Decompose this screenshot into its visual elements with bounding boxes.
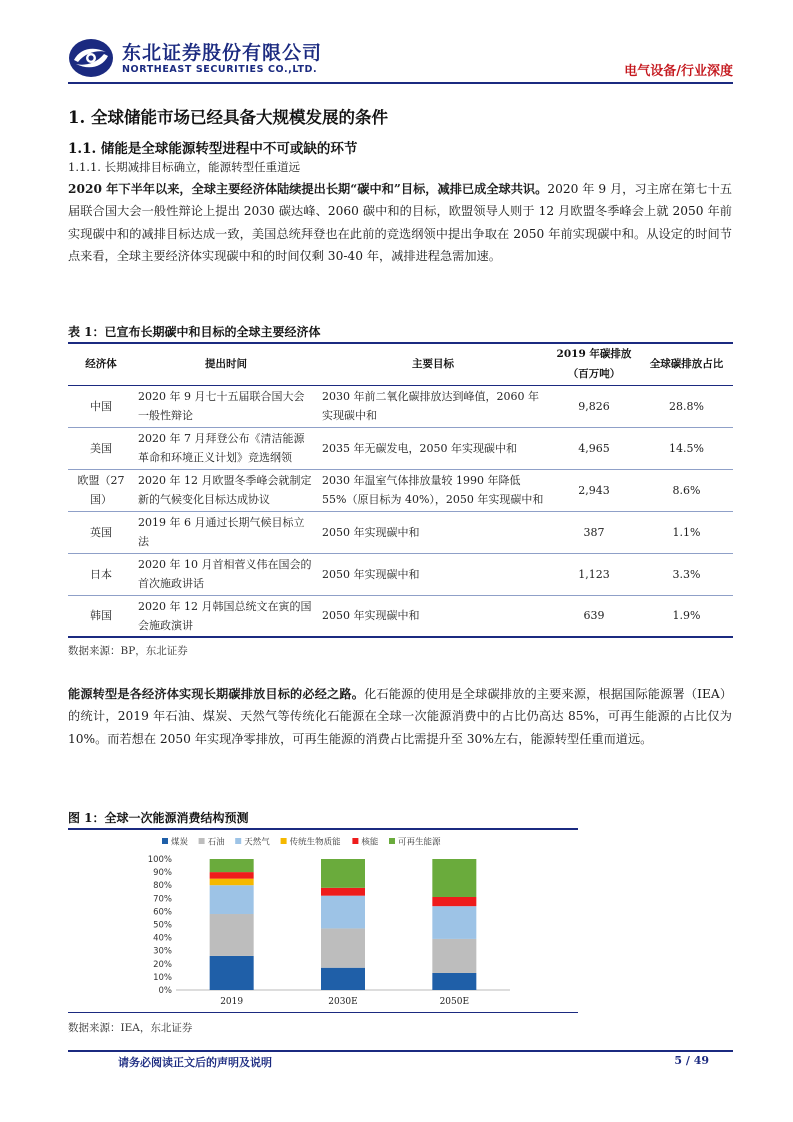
footer-disclaimer: 请务必阅读正文后的声明及说明: [118, 1056, 272, 1069]
y-tick-label: 90%: [153, 868, 172, 879]
bar-segment: [321, 928, 365, 967]
figure-bottom-divider: [68, 1012, 578, 1013]
table-row: [68, 595, 733, 637]
legend-label: 传统生物质能: [289, 837, 341, 848]
cell-share: 14.5%: [640, 427, 733, 469]
y-tick-label: 20%: [153, 959, 172, 970]
header-economy: 经济体: [68, 343, 134, 385]
footer-divider: [68, 1050, 733, 1052]
header-divider: [68, 82, 733, 84]
carbon-neutral-table: [68, 342, 733, 638]
bar-segment: [432, 859, 476, 897]
bar-segment: [321, 896, 365, 929]
company-name-en: NORTHEAST SECURITIES CO.,LTD.: [122, 64, 318, 75]
legend-label: 天然气: [244, 837, 270, 848]
y-tick-label: 0%: [158, 986, 172, 996]
table-row: [68, 469, 733, 511]
cell-economy: 英国: [68, 511, 134, 553]
header-time: 提出时间: [134, 343, 318, 385]
y-tick-label: 30%: [153, 946, 172, 957]
figure-top-divider: [68, 828, 578, 830]
x-tick-label: 2019: [220, 997, 244, 1007]
bar-segment: [210, 872, 254, 879]
legend-label: 可再生能源: [398, 837, 441, 848]
cell-time: 2020 年 9 月七十五届联合国大会一般性辩论: [134, 385, 318, 427]
bar-segment: [432, 906, 476, 939]
cell-goal: 2050 年实现碳中和: [318, 511, 548, 553]
cell-share: 1.9%: [640, 595, 733, 637]
cell-emission: 1,123: [548, 553, 640, 595]
bar-segment: [210, 885, 254, 914]
cell-economy: 中国: [68, 385, 134, 427]
paragraph-1: [68, 178, 732, 267]
report-type: 电气设备/行业深度: [624, 64, 733, 79]
paragraph-2-body: 化石能源的使用是全球碳排放的主要来源，根据国际能源署（IEA）的统计，2019 年石油、煤炭、天然气等传统化石能源在全球一次能源消费中的占比仍高达 85%，可再生能源的占比仅为 10%。而若想在 2050 年实现净零排放，可再生能源的消费占比需提升至 30%左右，能源转型任重而道远。: [68, 687, 733, 746]
cell-economy: 欧盟（27 国）: [68, 469, 134, 511]
energy-structure-chart: [140, 832, 520, 1012]
paragraph-1-lead: 2020 年下半年以来，全球主要经济体陆续提出长期“碳中和”目标，减排已成全球共识。: [68, 182, 548, 196]
bar-segment: [210, 956, 254, 990]
table-source: 数据来源：BP，东北证券: [68, 645, 188, 657]
header-share: 全球碳排放占比: [640, 343, 733, 385]
cell-time: 2020 年 12 月欧盟冬季峰会就制定新的气候变化目标达成协议: [134, 469, 318, 511]
cell-goal: 2030 年温室气体排放量较 1990 年降低 55%（原目标为 40%），2050 年实现碳中和: [318, 469, 548, 511]
header-emission: 2019 年碳排放（百万吨）: [548, 343, 640, 385]
y-tick-label: 70%: [153, 894, 172, 905]
subsection-heading: 1.1. 储能是全球能源转型进程中不可或缺的环节: [68, 141, 358, 157]
cell-goal: 2030 年前二氧化碳排放达到峰值，2060 年实现碳中和: [318, 385, 548, 427]
legend-label: 煤炭: [171, 837, 189, 848]
legend-label: 核能: [361, 837, 379, 848]
y-tick-label: 40%: [153, 933, 172, 944]
table-row: [68, 511, 733, 553]
figure-title: 图 1：全球一次能源消费结构预测: [68, 811, 249, 825]
bar-segment: [432, 973, 476, 990]
section-heading: 1. 全球储能市场已经具备大规模发展的条件: [68, 108, 388, 127]
bar-segment: [210, 859, 254, 872]
cell-emission: 2,943: [548, 469, 640, 511]
table-title: 表 1：已宣布长期碳中和目标的全球主要经济体: [68, 325, 321, 339]
cell-economy: 美国: [68, 427, 134, 469]
x-tick-label: 2050E: [439, 997, 470, 1007]
paragraph-1-body: 2020 年 9 月，习主席在第七十五届联合国大会一般性辩论上提出 2030 碳达峰、2060 碳中和的目标，欧盟领导人则于 12 月欧盟冬季峰会上就 2050 年前实现碳中和的减排目标达成一致，美国总统拜登也在此前的竞选纲领中提出争取在 2050 年前实现碳中和。从设定的时间节点来看，全球主要经济体实现碳中和的时间仅剩 30-40 年，减排进程急需加速。: [68, 182, 732, 263]
cell-emission: 4,965: [548, 427, 640, 469]
figure-source: 数据来源：IEA，东北证券: [68, 1022, 193, 1034]
bar-segment: [210, 914, 254, 956]
legend-swatch: [235, 838, 241, 844]
bar-segment: [321, 859, 365, 888]
cell-economy: 韩国: [68, 595, 134, 637]
table-row: [68, 385, 733, 427]
cell-share: 1.1%: [640, 511, 733, 553]
y-tick-label: 50%: [153, 920, 172, 931]
cell-share: 28.8%: [640, 385, 733, 427]
cell-time: 2020 年 12 月韩国总统文在寅的国会施政演讲: [134, 595, 318, 637]
paragraph-2: [68, 683, 732, 750]
page-number: 5 / 49: [674, 1054, 709, 1067]
cell-emission: 387: [548, 511, 640, 553]
bar-segment: [210, 879, 254, 886]
legend-swatch: [162, 838, 168, 844]
x-tick-label: 2030E: [328, 997, 358, 1007]
cell-goal: 2050 年实现碳中和: [318, 595, 548, 637]
bar-segment: [432, 897, 476, 906]
cell-economy: 日本: [68, 553, 134, 595]
table-row: [68, 427, 733, 469]
company-name-cn: 东北证券股份有限公司: [122, 42, 323, 64]
y-tick-label: 10%: [153, 972, 172, 983]
legend-swatch: [352, 838, 358, 844]
bar-segment: [321, 968, 365, 990]
legend-swatch: [281, 838, 287, 844]
cell-emission: 639: [548, 595, 640, 637]
cell-time: 2020 年 10 月首相菅义伟在国会的首次施政讲话: [134, 553, 318, 595]
cell-goal: 2050 年实现碳中和: [318, 553, 548, 595]
sub-subsection-heading: 1.1.1. 长期减排目标确立，能源转型任重道远: [68, 160, 301, 174]
table-header-row: [68, 343, 733, 385]
legend-swatch: [389, 838, 395, 844]
y-tick-label: 60%: [153, 907, 172, 918]
cell-time: 2019 年 6 月通过长期气候目标立法: [134, 511, 318, 553]
company-logo-icon: [68, 38, 114, 78]
header-goal: 主要目标: [318, 343, 548, 385]
bar-segment: [321, 888, 365, 896]
legend-label: 石油: [207, 837, 225, 848]
bar-segment: [432, 939, 476, 973]
y-tick-label: 80%: [153, 881, 172, 892]
legend-swatch: [199, 838, 205, 844]
table-row: [68, 553, 733, 595]
cell-share: 3.3%: [640, 553, 733, 595]
y-tick-label: 100%: [147, 855, 172, 865]
paragraph-2-lead: 能源转型是各经济体实现长期碳排放目标的必经之路。: [68, 687, 365, 701]
cell-goal: 2035 年无碳发电，2050 年实现碳中和: [318, 427, 548, 469]
cell-emission: 9,826: [548, 385, 640, 427]
cell-share: 8.6%: [640, 469, 733, 511]
cell-time: 2020 年 7 月拜登公布《清洁能源革命和环境正义计划》竞选纲领: [134, 427, 318, 469]
page-header: [68, 38, 733, 82]
